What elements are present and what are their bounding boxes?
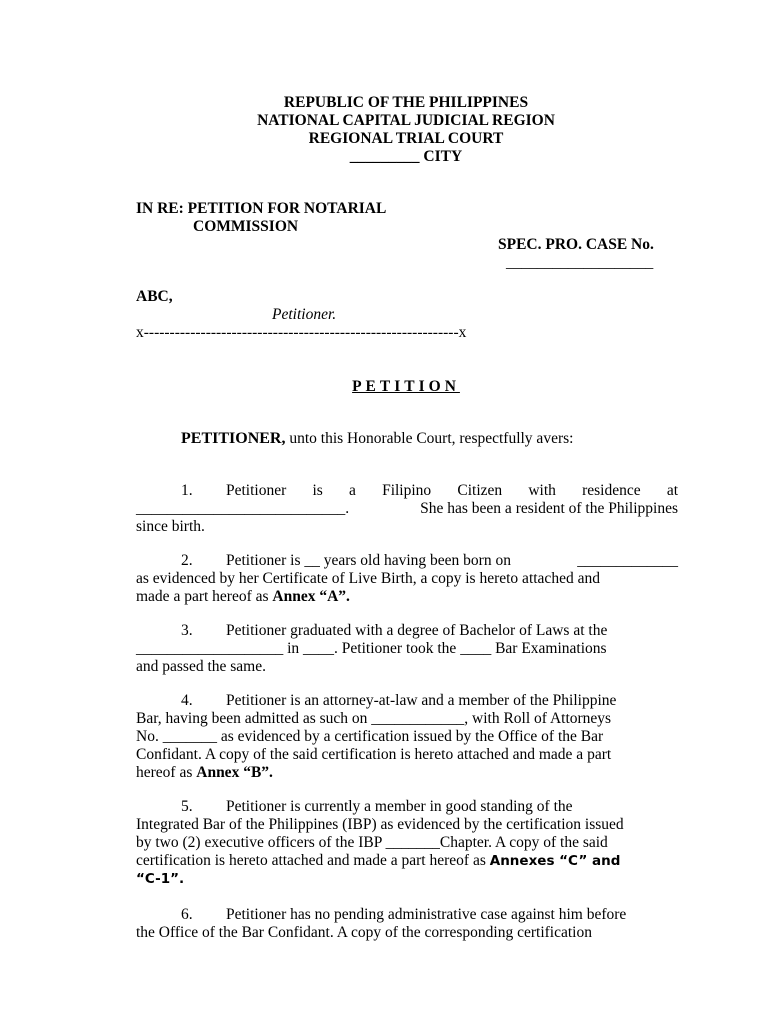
paragraph-2-number: 2. <box>181 552 193 569</box>
paragraph-5-line3: by two (2) executive officers of the IBP _______Chapter. A copy of the said <box>136 834 608 851</box>
paragraph-3-number: 3. <box>181 622 193 639</box>
paragraph-1-word: with <box>528 482 556 499</box>
paragraph-5-line2: Integrated Bar of the Philippines (IBP) as evidenced by the certification issued <box>136 816 624 833</box>
annex-b-label: Annex “B”. <box>196 764 273 781</box>
paragraph-4-line3: No. _______ as evidenced by a certification issued by the Office of the Bar <box>136 728 604 745</box>
paragraph-6-line2: the Office of the Bar Confidant. A copy of the corresponding certification <box>136 924 592 941</box>
case-number-label: SPEC. PRO. CASE No. <box>498 236 654 253</box>
paragraph-4-number: 4. <box>181 692 193 709</box>
paragraph-1-line3: since birth. <box>136 518 205 535</box>
paragraph-6-number: 6. <box>181 906 193 923</box>
paragraph-1-word: at <box>666 482 678 499</box>
party-name: ABC, <box>136 288 173 305</box>
intro-line <box>181 430 573 448</box>
intro-lead: PETITIONER, <box>181 430 286 447</box>
paragraph-2-blank: _____________ <box>577 552 678 569</box>
header-city: _________ CITY <box>349 148 463 165</box>
paragraph-1-line2 <box>136 500 678 518</box>
paragraph-2-line3 <box>136 588 350 606</box>
paragraph-4-text: hereof as <box>136 764 197 781</box>
paragraph-4-line5 <box>136 764 273 782</box>
paragraph-1-line1 <box>226 482 678 500</box>
paragraph-4-line4: Confidant. A copy of the said certification is hereto attached and made a part <box>136 746 612 763</box>
annex-c1-label: “C-1”. <box>136 871 185 887</box>
paragraph-3-line3: and passed the same. <box>136 658 266 675</box>
paragraph-1-blank: ___________________________. <box>136 500 350 517</box>
paragraph-5-number: 5. <box>181 798 193 815</box>
header-court: REGIONAL TRIAL COURT <box>308 130 504 147</box>
paragraph-1-word: a <box>349 482 356 499</box>
paragraph-2-text: Petitioner is __ years old having been born on <box>226 552 511 569</box>
paragraph-6-line1: Petitioner has no pending administrative case against him before <box>226 906 627 923</box>
caption-in-re-line1: IN RE: PETITION FOR NOTARIAL <box>136 200 387 217</box>
paragraph-1-word: Citizen <box>457 482 503 499</box>
paragraph-5-line4 <box>136 852 620 870</box>
paragraph-2-text: made a part hereof as <box>136 588 273 605</box>
paragraph-1-text: She has been a resident of the Philippines <box>420 500 678 517</box>
party-role: Petitioner. <box>272 306 337 323</box>
paragraph-1-word: Petitioner <box>226 482 287 499</box>
paragraph-1-word: Filipino <box>382 482 432 499</box>
paragraph-3-line2: ___________________ in ____. Petitioner took the ____ Bar Examinations <box>136 640 607 657</box>
paragraph-1-word: residence <box>582 482 641 499</box>
paragraph-5-text: certification is hereto attached and made a part hereof as <box>136 852 490 869</box>
paragraph-2-line1 <box>226 552 678 570</box>
caption-in-re-line2: COMMISSION <box>193 218 299 235</box>
case-number-blank: ___________________ <box>506 254 654 271</box>
caption-separator: x-------------------------------------------------------------x <box>136 324 467 341</box>
annexes-c-label: Annexes “C” and <box>489 853 621 869</box>
annex-a-label: Annex “A”. <box>272 588 350 605</box>
paragraph-3-line1: Petitioner graduated with a degree of Bachelor of Laws at the <box>226 622 608 639</box>
paragraph-2-line2: as evidenced by her Certificate of Live Birth, a copy is hereto attached and <box>136 570 600 587</box>
intro-rest: unto this Honorable Court, respectfully avers: <box>285 430 574 447</box>
paragraph-4-line1: Petitioner is an attorney-at-law and a member of the Philippine <box>226 692 617 709</box>
paragraph-1-word: is <box>312 482 323 499</box>
paragraph-5-line1: Petitioner is currently a member in good standing of the <box>226 798 573 815</box>
document-title: PETITION <box>352 378 460 395</box>
header-region: NATIONAL CAPITAL JUDICIAL REGION <box>257 112 555 129</box>
paragraph-1-number: 1. <box>181 482 193 499</box>
paragraph-4-line2: Bar, having been admitted as such on ____________, with Roll of Attorneys <box>136 710 612 727</box>
header-republic: REPUBLIC OF THE PHILIPPINES <box>283 94 529 111</box>
